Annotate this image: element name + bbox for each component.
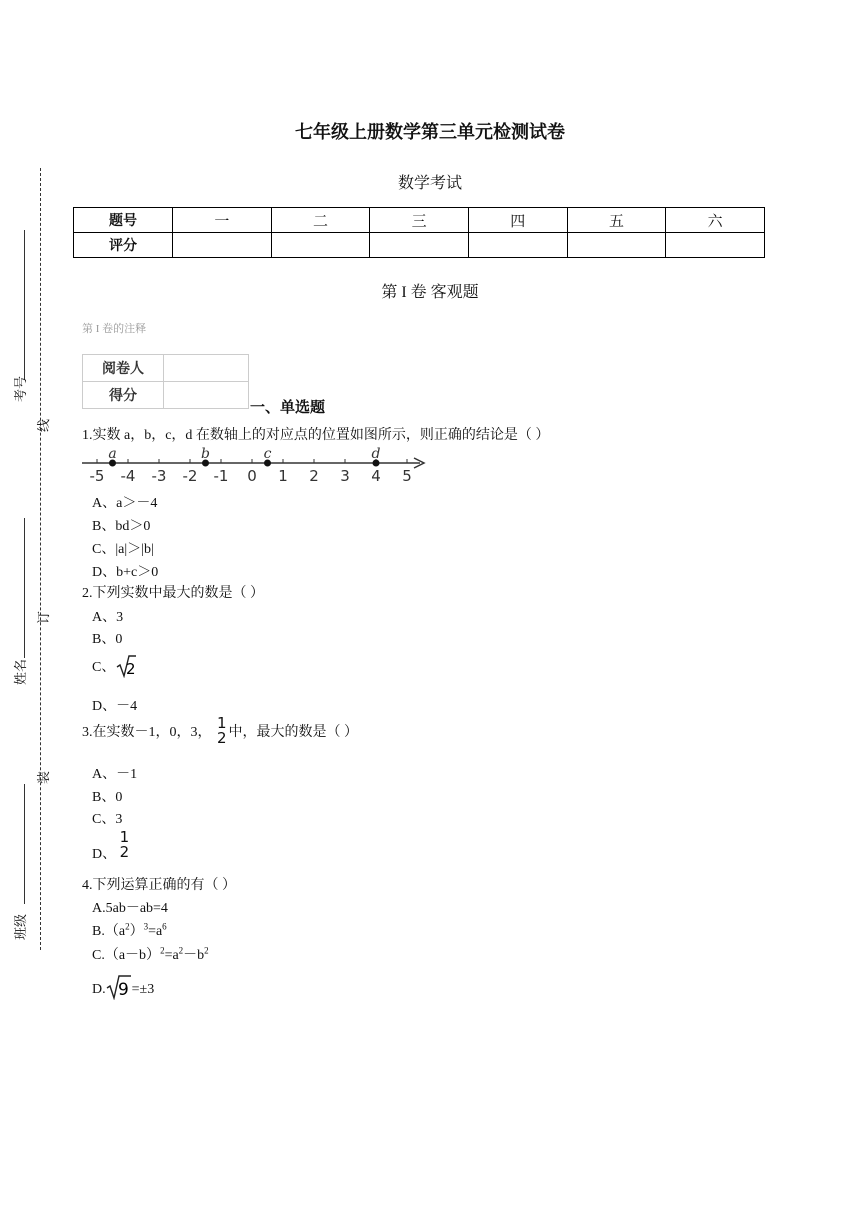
q4d-pre: D. [92, 982, 106, 997]
name-underline [24, 518, 25, 658]
q4c-exp2: 2 [178, 945, 184, 956]
number-line-tick-label: -5 [89, 467, 105, 484]
question-1-option-c: C、|a|＞|b| [92, 542, 154, 557]
question-3-stem [82, 716, 358, 746]
number-line-tick-label: -1 [213, 467, 229, 484]
score-cell-2[interactable] [271, 233, 370, 258]
exam-no-label: 考号 [13, 375, 28, 402]
q4c-pre: C.（a－b） [92, 948, 161, 963]
question-1-option-b: B、bd＞0 [92, 519, 151, 534]
grader-reviewer-label: 阅卷人 [83, 355, 164, 382]
number-line-tick-label: 5 [402, 467, 412, 484]
number-line-point-label: c [263, 446, 272, 462]
score-col-4: 四 [468, 208, 567, 233]
question-3-option-a: A、－1 [92, 767, 138, 782]
page-subtitle: 数学考试 [397, 175, 462, 192]
number-line-tick-label: 1 [278, 467, 288, 484]
question-2-option-b: B、0 [92, 632, 123, 647]
volume-note: 第 I 卷的注释 [82, 323, 147, 335]
section-title: 一、单选题 [250, 398, 326, 416]
number-line-figure [80, 446, 430, 484]
sqrt-symbol-icon [115, 654, 137, 678]
q4c-exp3: 2 [204, 945, 209, 956]
question-4-option-a: A.5ab－ab=4 [92, 901, 168, 916]
question-3-option-d [92, 830, 129, 863]
number-line-point-label: b [201, 446, 210, 462]
score-col-3: 三 [370, 208, 469, 233]
question-1-stem: 1.实数 a，b，c，d 在数轴上的对应点的位置如图所示，则正确的结论是（ ） [82, 428, 550, 443]
question-2-option-c [92, 654, 137, 678]
binding-xian: 线 [36, 418, 51, 432]
number-line-tick-label: -3 [151, 467, 167, 484]
number-line-point-label: a [108, 446, 117, 462]
class-underline [24, 784, 25, 904]
number-line-tick-label: 0 [247, 467, 257, 484]
score-table-row2-label: 评分 [74, 233, 173, 258]
question-2-option-d: D、－4 [92, 699, 138, 714]
question-3-option-b: B、0 [92, 790, 123, 805]
score-cell-4[interactable] [468, 233, 567, 258]
number-line-tick-label: -2 [182, 467, 198, 484]
question-4-option-d [92, 974, 154, 1000]
question-2-option-c-label: C、 [92, 660, 116, 675]
number-line-tick-label: -4 [120, 467, 136, 484]
question-3-stem-after: 中，最大的数是（ ） [228, 725, 359, 740]
sqrt-radicand: 2 [126, 660, 136, 678]
number-line-tick-label: 2 [309, 467, 319, 484]
score-col-2: 二 [271, 208, 370, 233]
score-cell-3[interactable] [370, 233, 469, 258]
score-col-1: 一 [173, 208, 272, 233]
binding-zhuang: 装 [36, 770, 51, 784]
score-table-score-row [74, 233, 765, 258]
number-line-point-label: d [371, 446, 381, 462]
binding-ding: 订 [36, 610, 51, 624]
grader-reviewer-value[interactable] [164, 355, 249, 382]
score-cell-6[interactable] [666, 233, 765, 258]
sqrt-nine-radicand: 9 [117, 980, 129, 1000]
score-cell-5[interactable] [567, 233, 666, 258]
question-1-option-a: A、a＞－4 [92, 496, 158, 511]
q4b-pre: B.（a [92, 924, 126, 939]
score-col-5: 五 [567, 208, 666, 233]
q4b-post: =a [148, 924, 163, 939]
frac-d-num: 1 [119, 828, 130, 846]
exam-no-underline [24, 230, 25, 380]
question-1-option-d: D、b+c＞0 [92, 565, 159, 580]
score-table-header-row [74, 208, 765, 233]
q4c-mid: =a [164, 948, 179, 963]
grader-score-value[interactable] [164, 382, 249, 409]
page-title: 七年级上册数学第三单元检测试卷 [295, 122, 565, 142]
question-2-stem: 2.下列实数中最大的数是（ ） [82, 586, 264, 601]
question-2-option-a: A、3 [92, 610, 124, 625]
score-cell-1[interactable] [173, 233, 272, 258]
q4b-exp1: 2 [125, 921, 130, 932]
q4b-exp2: 3 [143, 921, 149, 932]
volume-title: 第 I 卷 客观题 [381, 284, 479, 301]
question-3-stem-before: 3.在实数－1，0，3， [82, 725, 212, 740]
grader-score-label: 得分 [83, 382, 164, 409]
name-label: 姓名 [13, 658, 28, 685]
class-label: 班级 [13, 913, 28, 940]
question-3-option-c: C、3 [92, 812, 123, 827]
question-3-option-d-label: D、 [92, 847, 117, 863]
question-4-option-c [92, 944, 209, 964]
score-table [73, 207, 765, 258]
question-4-option-b [92, 920, 167, 940]
q4d-post: =±3 [131, 982, 155, 997]
score-table-row1-label: 题号 [74, 208, 173, 233]
frac-den: 2 [217, 729, 227, 747]
q4b-exp3: 6 [162, 921, 167, 932]
grader-box [82, 354, 249, 409]
question-4-stem: 4.下列运算正确的有（ ） [82, 878, 236, 893]
q4b-mid: ） [129, 924, 144, 939]
frac-num: 1 [217, 714, 227, 732]
fraction-one-half [217, 716, 227, 746]
number-line-tick-label: 4 [371, 467, 381, 484]
q4c-post: －b [183, 948, 205, 963]
number-line-tick-label: 3 [340, 467, 350, 484]
q4c-exp1: 2 [160, 945, 165, 956]
score-col-6: 六 [666, 208, 765, 233]
sqrt-nine-icon [106, 974, 132, 1000]
frac-d-den: 2 [119, 843, 130, 861]
fraction-one-half-d [120, 830, 130, 860]
